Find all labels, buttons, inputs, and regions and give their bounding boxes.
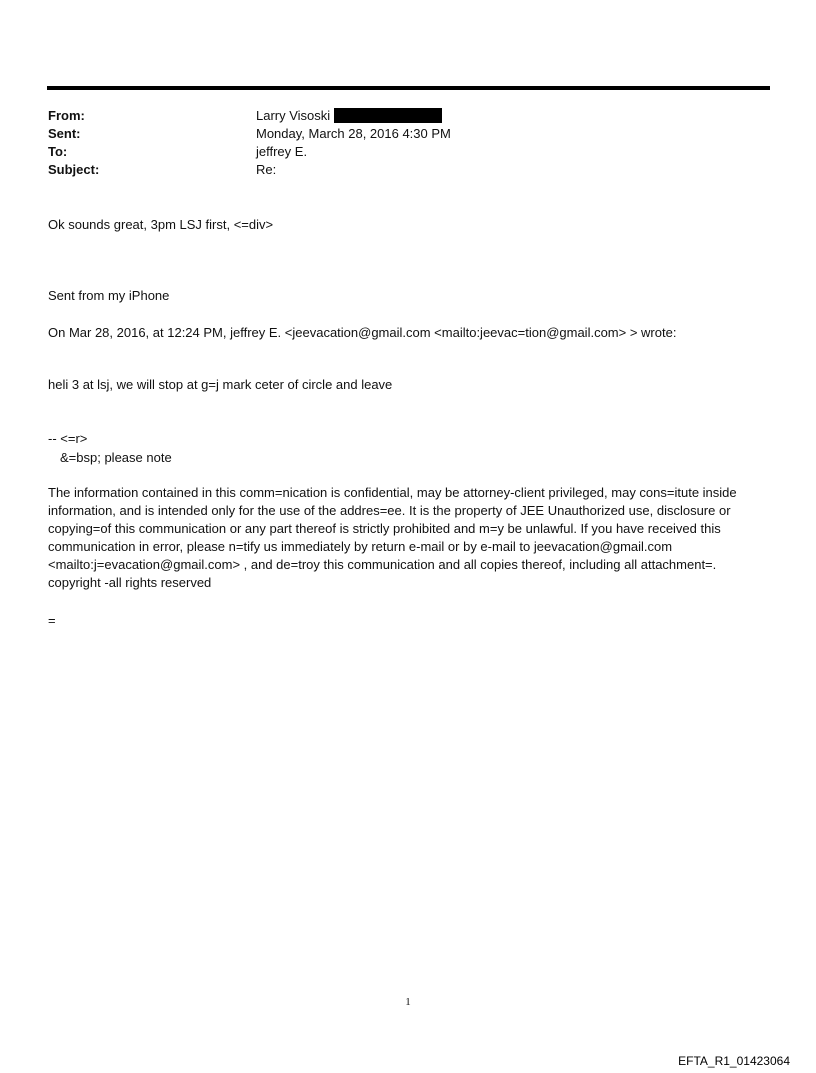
subject-value: Re:	[256, 162, 277, 177]
from-label: From:	[48, 108, 85, 123]
quoted-message: heli 3 at lsj, we will stop at g=j mark ceter of circle and leave	[48, 377, 393, 392]
page-number: 1	[405, 996, 411, 1008]
redaction-block	[334, 108, 442, 123]
reply-message: Ok sounds great, 3pm LSJ first, <=div>	[48, 217, 274, 232]
to-label: To:	[48, 144, 68, 159]
sent-row	[48, 125, 748, 143]
subject-row	[48, 161, 748, 179]
email-header	[48, 107, 748, 179]
to-row	[48, 143, 748, 161]
signature-note: &=bsp; please note	[60, 450, 172, 465]
from-value	[256, 107, 442, 125]
confidentiality-notice: The information contained in this comm=nication is confidential, may be attorney-client privileged, may cons=itute inside information, and is intended only for the use of the addres=ee. It is the property of JEE Unauthorized use, disclosure or copying=of this communication or any part thereof is strictly prohibited and m=y be unlawful. If you have received this communication in error, please n=tify us immediately by return e-mail or by e-mail to jeevacation@gmail.com <mailto:j=evacation@gmail.com> , and de=troy this communication and all copies thereof, including all attachment=. copyright -all rights reserved	[48, 485, 737, 590]
to-value: jeffrey E.	[256, 144, 308, 159]
trailing-equals: =	[48, 613, 56, 628]
signature-sent-from: Sent from my iPhone	[48, 288, 170, 303]
sent-value: Monday, March 28, 2016 4:30 PM	[256, 126, 451, 141]
quoted-attribution: On Mar 28, 2016, at 12:24 PM, jeffrey E. <jeevacation@gmail.com <mailto:jeevac=tion@gmail.com> > wrote:	[48, 325, 677, 340]
subject-label: Subject:	[48, 162, 100, 177]
sent-label: Sent:	[48, 126, 81, 141]
header-divider	[47, 86, 770, 90]
signature-separator: -- <=r>	[48, 431, 88, 446]
document-id: EFTA_R1_01423064	[678, 1054, 790, 1068]
from-row	[48, 107, 748, 125]
sender-name: Larry Visoski	[256, 108, 331, 123]
